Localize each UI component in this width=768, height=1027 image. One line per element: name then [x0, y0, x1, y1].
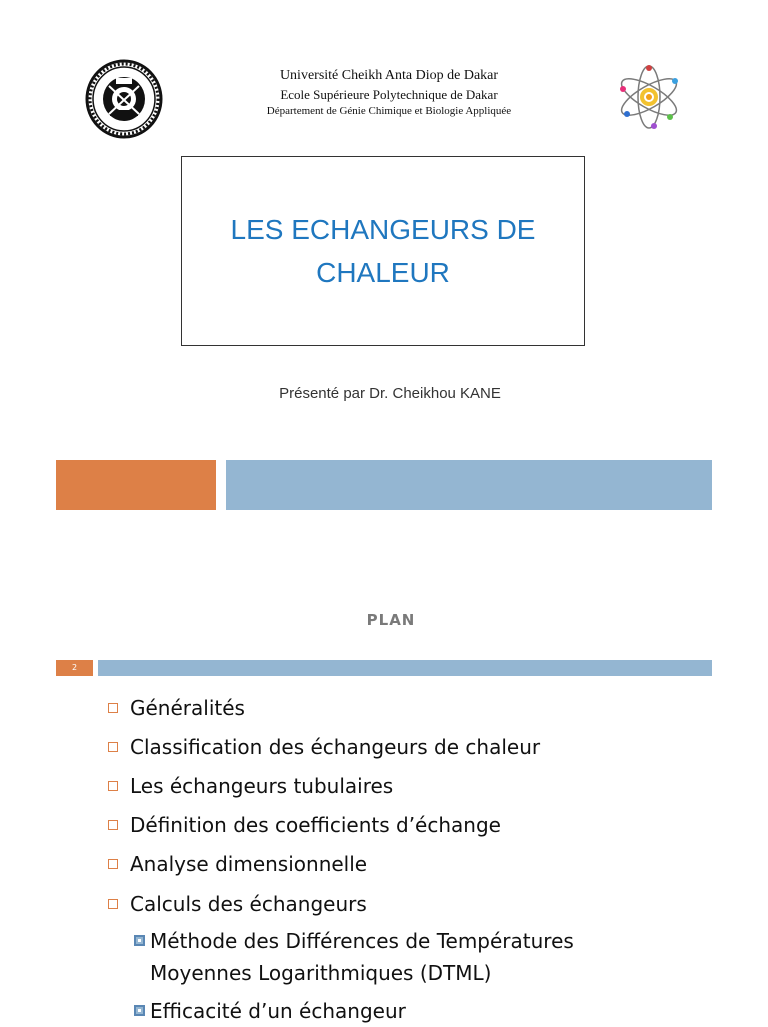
accent-bar-orange — [56, 460, 216, 510]
sub-list-item-text: Méthode des Différences de Températures Moyennes Logarithmiques (DTML) — [150, 929, 574, 985]
square-bullet-icon — [108, 781, 118, 791]
presenter-line: Présenté par Dr. Cheikhou KANE — [279, 385, 501, 402]
list-item-text: Calculs des échangeurs — [130, 891, 367, 916]
list-item — [108, 766, 748, 805]
square-bullet-icon — [108, 820, 118, 830]
plan-list — [108, 688, 748, 923]
slide-number: 2 — [56, 660, 93, 676]
square-bullet-icon — [108, 703, 118, 713]
sub-list-item — [134, 995, 754, 1027]
filled-square-bullet-icon — [134, 935, 145, 946]
presentation-title — [213, 208, 553, 294]
list-item-text: Analyse dimensionnelle — [130, 852, 368, 877]
atom-logo — [614, 62, 684, 132]
sub-list-item — [134, 925, 754, 989]
title-line-1: LES ECHANGEURS DE — [230, 214, 536, 245]
list-item-text: Classification des échangeurs de chaleur — [130, 734, 541, 759]
sub-list-item-text: Efficacité d’un échangeur — [150, 999, 406, 1023]
title-line-2: CHALEUR — [316, 257, 450, 288]
plan-title: PLAN — [366, 611, 416, 629]
list-item — [108, 845, 748, 884]
square-bullet-icon — [108, 859, 118, 869]
square-bullet-icon — [108, 899, 118, 909]
list-item — [108, 806, 748, 845]
square-bullet-icon — [108, 742, 118, 752]
department-name: Département de Génie Chimique et Biologie Appliquée — [266, 105, 512, 117]
list-item — [108, 688, 748, 727]
list-item-text: Les échangeurs tubulaires — [130, 773, 394, 798]
list-item-text: Généralités — [130, 695, 245, 720]
sub-list — [134, 925, 754, 1027]
list-item — [108, 884, 748, 923]
accent-bar-blue — [226, 460, 712, 510]
title-box — [181, 156, 585, 346]
list-item — [108, 727, 748, 766]
university-name: Université Cheikh Anta Diop de Dakar — [279, 68, 499, 83]
filled-square-bullet-icon — [134, 1005, 145, 1016]
list-item-text: Définition des coefficients d’échange — [130, 813, 501, 838]
school-name: Ecole Supérieure Polytechnique de Dakar — [280, 87, 498, 102]
header-bar — [98, 660, 712, 676]
university-seal-logo — [84, 58, 164, 140]
